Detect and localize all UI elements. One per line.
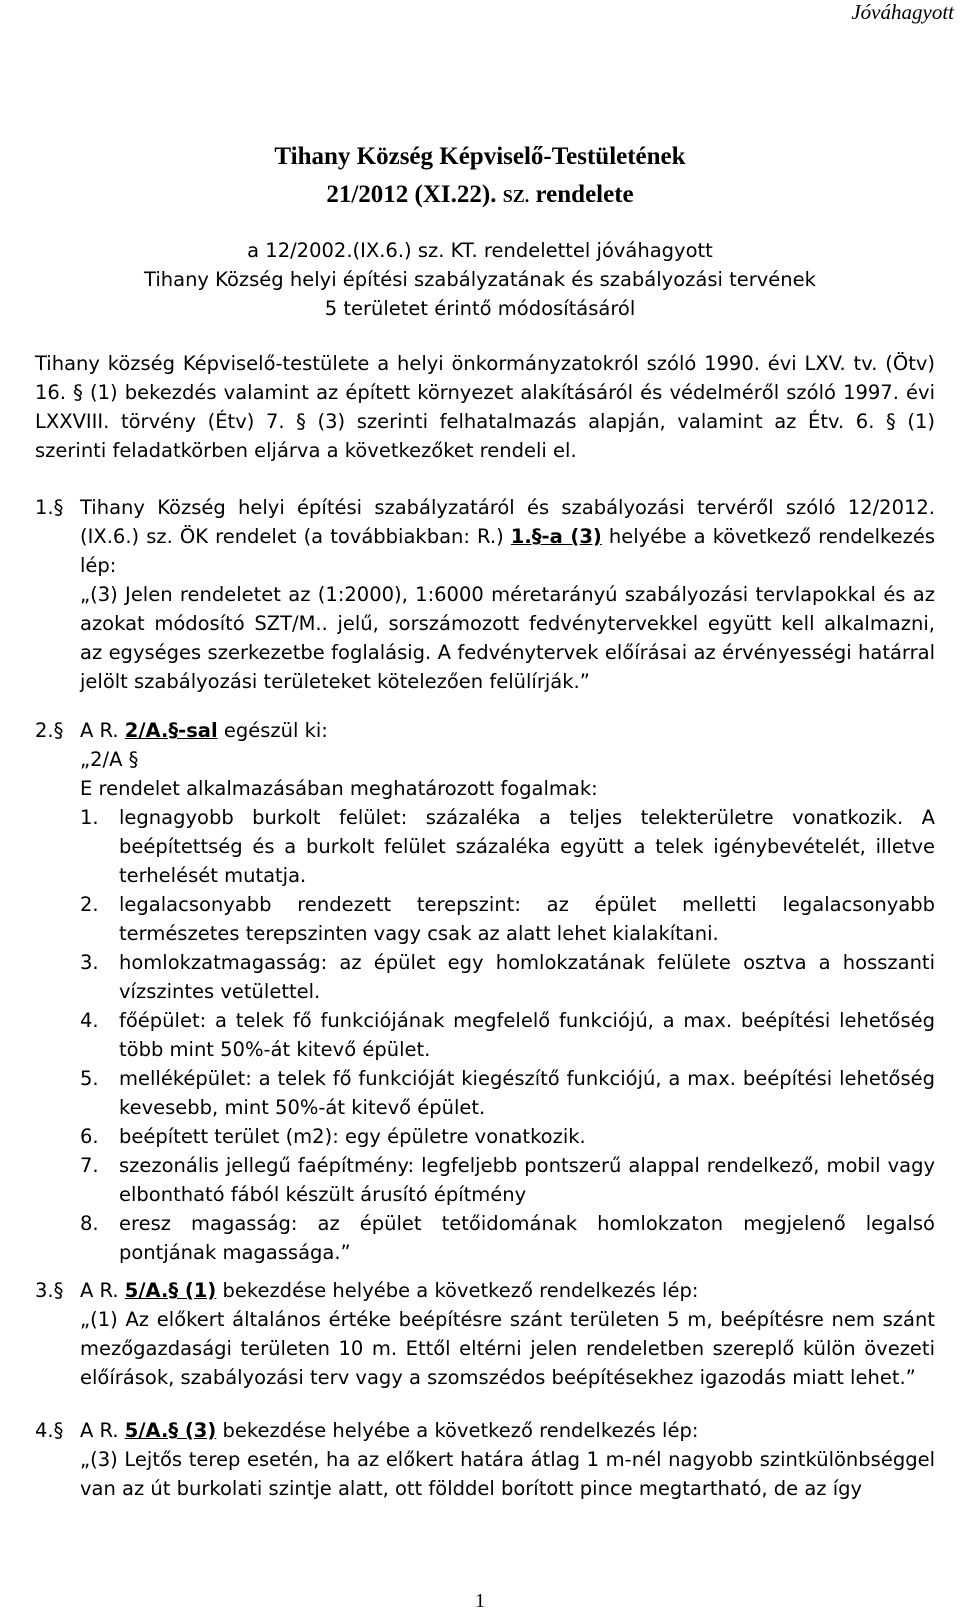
definitions-intro: E rendelet alkalmazásában meghatározott fogalmak:: [80, 777, 598, 800]
section-reference: 5/A.§ (3): [124, 1419, 217, 1442]
section-number: 3.§: [35, 1279, 64, 1302]
section-text: helyébe a következő rendelkezés lép:: [80, 525, 935, 577]
definition-text: eresz magasság: az épület tetőidomának homlokzaton megjelenő legalsó pontjának magassága.”: [119, 1212, 935, 1264]
section-text: A R.: [80, 1419, 125, 1442]
section-2: [35, 716, 935, 1267]
definition-item: [80, 1064, 935, 1122]
definitions-heading: „2/A §: [80, 748, 139, 771]
definition-number: 8.: [80, 1212, 99, 1235]
definition-text: főépület: a telek fő funkciójának megfelelő funkciójú, a max. beépítési lehetőség több mint 50%-át kitevő épület.: [119, 1009, 935, 1061]
definition-number: 1.: [80, 806, 99, 829]
section-body: [80, 716, 935, 803]
section-text: egészül ki:: [217, 719, 328, 742]
definition-text: szezonális jellegű faépítmény: legfeljebb pontszerű alappal rendelkező, mobil vagy elbontható fából készült árusító építmény: [119, 1154, 935, 1206]
section-text: bekezdése helyébe a következő rendelkezés lép:: [216, 1419, 699, 1442]
section-number: 2.§: [35, 719, 64, 742]
definition-item: [80, 890, 935, 948]
sz-abbrev: SZ.: [502, 186, 530, 206]
section-body: [80, 1276, 935, 1305]
definition-number: 2.: [80, 893, 99, 916]
definition-number: 4.: [80, 1009, 99, 1032]
definition-item: [80, 1209, 935, 1267]
definition-number: 6.: [80, 1125, 99, 1148]
document-title-line1: Tihany Község Képviselő-Testületének: [274, 143, 686, 170]
definition-item: [80, 1151, 935, 1209]
definition-text: legnagyobb burkolt felület: százaléka a teljes telekterületre vonatkozik. A beépítettség és a burkolt felület százaléka együtt a telek igénybevételét, illetve terhelését mutatja.: [119, 806, 935, 887]
section-number: 1.§: [35, 496, 64, 519]
definition-number: 7.: [80, 1154, 99, 1177]
subtitle-line3: 5 területet érintő módosításáról: [324, 297, 636, 320]
subtitle-line2: Tihany Község helyi építési szabályzatának és szabályozási tervének: [144, 268, 816, 291]
section-reference: 1.§-a (3): [510, 525, 602, 548]
preamble: [35, 349, 935, 465]
definition-item: [80, 1006, 935, 1064]
section-4: [35, 1416, 935, 1503]
definition-text: legalacsonyabb rendezett terepszint: az épület melletti legalacsonyabb természetes terepszinten vagy csak az alatt lehet kialakítani.: [119, 893, 935, 945]
subtitle-line1: a 12/2002.(IX.6.) sz. KT. rendelettel jóváhagyott: [247, 239, 713, 262]
section-1: [35, 493, 935, 696]
document-subtitle: [0, 236, 960, 323]
definition-number: 3.: [80, 951, 99, 974]
section-text: bekezdése helyébe a következő rendelkezés lép:: [216, 1279, 699, 1302]
section-reference: 5/A.§ (1): [124, 1279, 217, 1302]
definition-text: melléképület: a telek fő funkcióját kiegészítő funkciójú, a max. beépítési lehetőség kevesebb, mint 50%-át kitevő épület.: [119, 1067, 935, 1119]
section-reference: 2/A.§-sal: [124, 719, 218, 742]
definition-number: 5.: [80, 1067, 99, 1090]
section-3: [35, 1276, 935, 1392]
preamble-text: Tihany község Képviselő-testülete a helyi önkormányzatokról szóló 1990. évi LXV. tv. (Ötv) 16. § (1) bekezdés valamint az épített környezet alakításáról és védelméről szóló 1997. évi LXXVIII. törvény (Étv) 7. § (3) szerinti felhatalmazás alapján, valamint az Étv. 6. § (1) szerinti feladatkörben eljárva a következőket rendeli el.: [35, 352, 935, 462]
definition-text: homlokzatmagasság: az épület egy homlokzatának felülete osztva a hosszanti vízszintes vetülettel.: [119, 951, 935, 1003]
section-text: A R.: [80, 719, 125, 742]
ordinance-number: 21/2012 (XI.22).: [326, 181, 503, 208]
ordinance-word: rendelete: [529, 181, 634, 208]
section-quote: „(3) Lejtős terep esetén, ha az előkert határa átlag 1 m-nél nagyobb szintkülönbséggel van az út burkolati szintje alatt, ott földdel borított pince megtartható, de az így: [80, 1448, 935, 1500]
section-number: 4.§: [35, 1419, 64, 1442]
definition-item: [80, 948, 935, 1006]
section-text: A R.: [80, 1279, 125, 1302]
definition-item: [80, 1122, 935, 1151]
definition-text: beépített terület (m2): egy épületre vonatkozik.: [119, 1125, 586, 1148]
approval-status: Jóváhagyott: [851, 0, 954, 24]
definitions-list: [80, 803, 935, 1267]
document-title-line2: [0, 176, 960, 215]
section-text: Tihany Község helyi építési szabályzatáról és szabályozási tervéről szóló 12/2012.(IX.6.) sz. ÖK rendelet (a továbbiakban: R.): [80, 496, 935, 548]
section-quote: „(1) Az előkert általános értéke beépítésre szánt területen 5 m, beépítésre nem szánt mezőgazdasági területen 10 m. Ettől eltérni jelen rendeletben szereplő külön övezeti előírások, szabályozási terv vagy a szomszédos beépítésekhez igazodás miatt lehet.”: [80, 1308, 935, 1389]
section-body: [80, 1416, 935, 1445]
section-quote: „(3) Jelen rendeletet az (1:2000), 1:6000 méretarányú szabályozási tervlapokkal és az azokat módosító SZT/M.. jelű, sorszámozott fedvénytervekkel együtt kell alkalmazni, az egységes szerkezetbe foglalásig. A fedvénytervek előírásai az érvényességi határral jelölt szabályozási területeket kötelezően felülírják.”: [80, 583, 935, 693]
page-number: 1: [475, 1590, 485, 1612]
section-body: [80, 493, 935, 696]
definition-item: [80, 803, 935, 890]
